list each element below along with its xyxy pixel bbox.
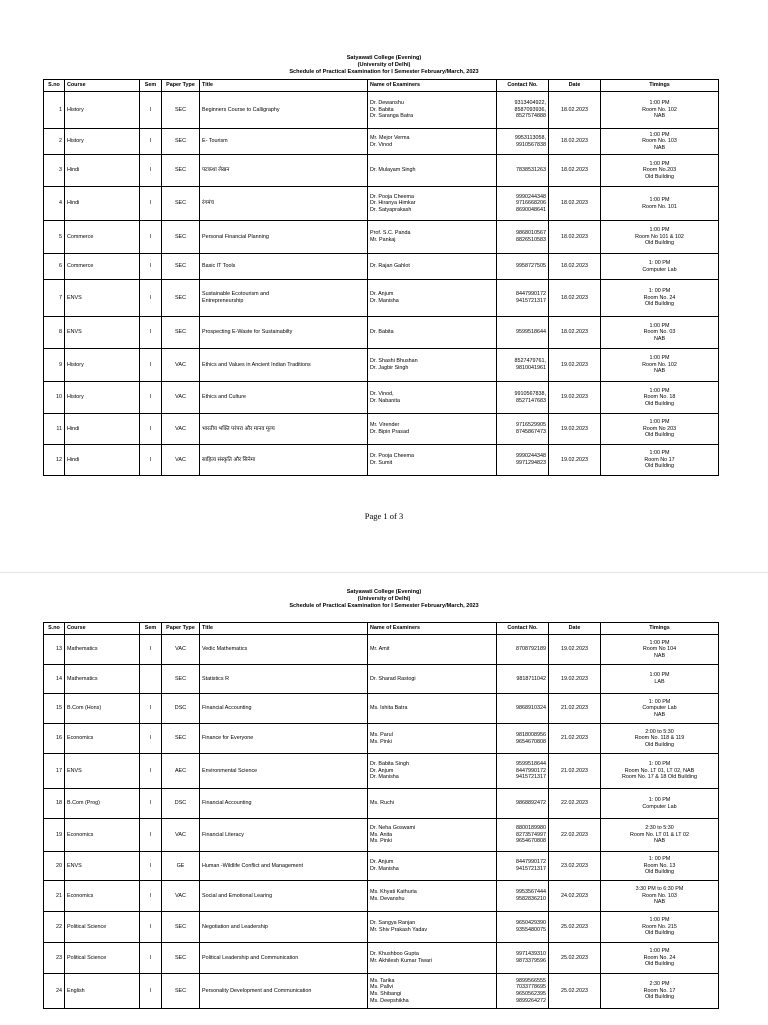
cell-sem: I [140,129,162,155]
cell-timings: 1:00 PM Room No. 103 NAB [601,129,719,155]
cell-examiners: Ms. Parul Ms. Pinki [368,724,497,754]
column-header-sno: S.no [44,80,65,92]
cell-sem: I [140,912,162,943]
cell-timings: 2:00 to 5:30 Room No. 118 & 119 Old Building [601,724,719,754]
cell-title: Environmental Science [200,754,368,789]
cell-sem: I [140,754,162,789]
cell-sem: I [140,254,162,280]
cell-date: 18.02.2023 [549,155,601,187]
table-row [44,881,719,912]
table-row [44,635,719,665]
cell-timings: 2:30 PM Room No. 17 Old Building [601,974,719,1009]
table-row [44,414,719,445]
cell-contact: 9953567444 9582836210 [497,881,549,912]
cell-course: History [65,382,140,414]
cell-date: 19.02.2023 [549,665,601,694]
column-header-paper: Paper Type [162,80,200,92]
column-header-examiners: Name of Examiners [368,623,497,635]
cell-contact: 8708792189 [497,635,549,665]
cell-examiners: Dr. Shashi Bhushan Dr. Jagbir Singh [368,349,497,382]
cell-title: पटकथा लेखन [200,155,368,187]
cell-date: 18.02.2023 [549,187,601,221]
cell-course: B.Com (Hons) [65,694,140,724]
cell-sno: 5 [44,221,65,254]
table-row [44,129,719,155]
cell-contact: 7838531263 [497,155,549,187]
cell-course: Hindi [65,414,140,445]
cell-timings: 1:00 PM Room No. 24 Old Building [601,943,719,974]
cell-date: 25.02.2023 [549,974,601,1009]
schedule-table [43,79,719,476]
cell-examiners: Dr. Sangya Ranjan Mr. Shiv Prakash Yadav [368,912,497,943]
cell-sem: I [140,974,162,1009]
column-header-sem: Sem [140,80,162,92]
cell-sem: I [140,635,162,665]
cell-paper-type: DSC [162,789,200,819]
cell-paper-type: SEC [162,724,200,754]
cell-paper-type: SEC [162,254,200,280]
cell-timings: 1:00 PM Room No 104 NAB [601,635,719,665]
cell-sno: 9 [44,349,65,382]
cell-sem: I [140,445,162,476]
cell-sem: I [140,852,162,881]
cell-contact: 8527479761, 9810041961 [497,349,549,382]
cell-sno: 12 [44,445,65,476]
table-row [44,754,719,789]
cell-contact: 9868910324 [497,694,549,724]
cell-course: ENVS [65,317,140,349]
cell-course: B.Com (Prog) [65,789,140,819]
cell-sem: I [140,943,162,974]
cell-title: Financial Literacy [200,819,368,852]
table-row [44,221,719,254]
cell-contact: 9716529905 8745867473 [497,414,549,445]
cell-sno: 10 [44,382,65,414]
cell-title: Personality Development and Communication [200,974,368,1009]
cell-paper-type: VAC [162,635,200,665]
cell-paper-type: VAC [162,445,200,476]
schedule-page-2 [0,572,768,1025]
cell-contact: 9971439310 9873379596 [497,943,549,974]
cell-date: 19.02.2023 [549,414,601,445]
cell-title: साहित्य संस्कृति और सिनेमा [200,445,368,476]
cell-title: Sustainable Ecotourism and Entrepreneurship [200,280,368,317]
column-header-sem: Sem [140,623,162,635]
cell-sem: I [140,317,162,349]
cell-title: E- Tourism [200,129,368,155]
cell-timings: 3:30 PM to 6:30 PM Room No. 103 NAB [601,881,719,912]
cell-course: ENVS [65,754,140,789]
cell-date: 22.02.2023 [549,789,601,819]
table-row [44,974,719,1009]
cell-contact: 9990244348 9971294823 [497,445,549,476]
cell-sno: 4 [44,187,65,221]
cell-course: Commerce [65,254,140,280]
cell-sno: 19 [44,819,65,852]
cell-date: 18.02.2023 [549,221,601,254]
cell-contact: 9868010567 8826510583 [497,221,549,254]
cell-date: 19.02.2023 [549,635,601,665]
cell-examiners: Mr. Mejor Verma Dr. Vinod [368,129,497,155]
cell-timings: 1: 00 PM Computer Lab [601,789,719,819]
table-row [44,254,719,280]
cell-examiners: Ms. Khyati Kathuria Ms. Devanshu [368,881,497,912]
cell-contact: 9650429390 9355480075 [497,912,549,943]
cell-sno: 14 [44,665,65,694]
cell-paper-type: VAC [162,349,200,382]
cell-sno: 17 [44,754,65,789]
cell-sno: 16 [44,724,65,754]
table-row [44,665,719,694]
cell-date: 21.02.2023 [549,754,601,789]
cell-timings: 1: 00 PM Room No. 13 Old Building [601,852,719,881]
cell-title: Personal Financial Planning [200,221,368,254]
cell-sem [140,665,162,694]
table-row [44,317,719,349]
cell-date: 19.02.2023 [549,382,601,414]
cell-examiners: Dr. Babita [368,317,497,349]
cell-paper-type: SEC [162,92,200,129]
cell-timings: 1:00 PM Room No 101 & 102 Old Building [601,221,719,254]
cell-title: Financial Accounting [200,694,368,724]
cell-date: 18.02.2023 [549,92,601,129]
cell-course: Economics [65,881,140,912]
cell-sem: I [140,92,162,129]
cell-course: History [65,129,140,155]
column-header-course: Course [65,80,140,92]
cell-contact: 8447990172 9415721317 [497,280,549,317]
cell-examiners: Ms. Ruchi [368,789,497,819]
cell-paper-type: SEC [162,129,200,155]
table-row [44,280,719,317]
table-row [44,92,719,129]
column-header-course: Course [65,623,140,635]
cell-examiners: Dr. Pooja Cheema Dr. Sumit [368,445,497,476]
cell-contact: 8447990172 9415721317 [497,852,549,881]
cell-sno: 13 [44,635,65,665]
cell-sno: 15 [44,694,65,724]
cell-examiners: Dr. Sharad Rastogi [368,665,497,694]
cell-timings: 1:00 PM Room No.203 Old Building [601,155,719,187]
cell-title: Basic IT Tools [200,254,368,280]
cell-timings: 1:00 PM Room No 203 Old Building [601,414,719,445]
cell-title: Prospecting E-Waste for Sustainabilty [200,317,368,349]
cell-sno: 7 [44,280,65,317]
cell-date: 21.02.2023 [549,724,601,754]
cell-sno: 21 [44,881,65,912]
cell-sno: 18 [44,789,65,819]
schedule-table [43,622,719,1009]
cell-examiners: Mr. Amit [368,635,497,665]
cell-contact: 8800189980 8273574997 9654670808 [497,819,549,852]
cell-sno: 22 [44,912,65,943]
cell-course: Mathematics [65,635,140,665]
cell-date: 22.02.2023 [549,819,601,852]
cell-examiners: Dr. Neha Goswami Ms. Anita Ms. Pinki [368,819,497,852]
cell-title: Ethics and Culture [200,382,368,414]
cell-sno: 3 [44,155,65,187]
cell-course: Hindi [65,187,140,221]
cell-title: Beginners Course to Calligraphy [200,92,368,129]
cell-paper-type: SEC [162,943,200,974]
cell-paper-type: SEC [162,155,200,187]
cell-title: Statistics R [200,665,368,694]
cell-contact: 9599518644 [497,317,549,349]
cell-examiners: Dr. Vinod, Dr. Nabanita [368,382,497,414]
cell-sem: I [140,414,162,445]
cell-course: Economics [65,819,140,852]
cell-title: Political Leadership and Communication [200,943,368,974]
table-row [44,445,719,476]
page-footer: Page 1 of 3 [364,511,404,521]
cell-timings: 1:00 PM Room No. 101 [601,187,719,221]
cell-date: 19.02.2023 [549,349,601,382]
table-header-row [44,623,719,635]
cell-examiners: Dr. Rajan Gahlot [368,254,497,280]
schedule-title: Schedule of Practical Examination for I Semester February/March, 2023 [289,603,479,609]
table-row [44,382,719,414]
cell-course: Political Science [65,943,140,974]
column-header-examiners: Name of Examiners [368,80,497,92]
cell-course: History [65,349,140,382]
table-row [44,349,719,382]
cell-title: Financial Accounting [200,789,368,819]
cell-examiners: Dr. Babita Singh Dr. Anjum Dr. Manisha [368,754,497,789]
cell-examiners: Ms. Tarika Ms. Pallvi Ms. Shibangi Ms. Deepshikha [368,974,497,1009]
cell-sno: 23 [44,943,65,974]
cell-course: Mathematics [65,665,140,694]
column-header-sno: S.no [44,623,65,635]
cell-timings: 1:00 PM Room No 17 Old Building [601,445,719,476]
cell-sem: I [140,280,162,317]
cell-contact: 9990244348 9716668206 8690048641 [497,187,549,221]
cell-title: Finance for Everyone [200,724,368,754]
column-header-date: Date [549,80,601,92]
cell-date: 25.02.2023 [549,943,601,974]
cell-timings: 2:30 to 5:30 Room No. LT 01 & LT 02 NAB [601,819,719,852]
table-row [44,724,719,754]
cell-course: ENVS [65,280,140,317]
cell-paper-type: SEC [162,187,200,221]
college-name: Satyawati College (Evening) [346,55,422,61]
table-row [44,912,719,943]
cell-contact: 9910567838, 8527147683 [497,382,549,414]
column-header-paper: Paper Type [162,623,200,635]
table-header-row [44,80,719,92]
cell-timings: 1:00 PM LAB [601,665,719,694]
cell-paper-type: VAC [162,819,200,852]
cell-course: History [65,92,140,129]
cell-timings: 1:00 PM Room No. 18 Old Building [601,382,719,414]
cell-contact: 9818711042 [497,665,549,694]
column-header-timings: Timings [601,80,719,92]
cell-sem: I [140,819,162,852]
cell-examiners: Dr. Anjum Dr. Manisha [368,852,497,881]
cell-title: भारतीय भक्ति परंपरा और मानव मूल्य [200,414,368,445]
cell-date: 25.02.2023 [549,912,601,943]
column-header-timings: Timings [601,623,719,635]
cell-title: Vedic Mathematics [200,635,368,665]
table-row [44,155,719,187]
cell-paper-type: SEC [162,280,200,317]
table-row [44,819,719,852]
column-header-title: Title [200,80,368,92]
cell-sem: I [140,694,162,724]
cell-sno: 1 [44,92,65,129]
cell-contact: 9958727505 [497,254,549,280]
cell-course: Political Science [65,912,140,943]
cell-date: 23.02.2023 [549,852,601,881]
cell-examiners: Dr. Anjum Dr. Manisha [368,280,497,317]
schedule-title: Schedule of Practical Examination for I Semester February/March, 2023 [289,69,479,75]
cell-date: 18.02.2023 [549,317,601,349]
cell-sem: I [140,155,162,187]
cell-contact: 9313404922, 8587093936, 8527574888 [497,92,549,129]
column-header-date: Date [549,623,601,635]
cell-sno: 8 [44,317,65,349]
cell-sno: 11 [44,414,65,445]
cell-date: 24.02.2023 [549,881,601,912]
cell-sem: I [140,789,162,819]
cell-examiners: Dr. Mulayam Singh [368,155,497,187]
cell-timings: 1:00 PM Room No. 102 NAB [601,349,719,382]
cell-course: Economics [65,724,140,754]
cell-paper-type: SEC [162,317,200,349]
cell-paper-type: GE [162,852,200,881]
cell-paper-type: SEC [162,974,200,1009]
cell-paper-type: DSC [162,694,200,724]
table-row [44,789,719,819]
cell-timings: 1:00 PM Room No. 03 NAB [601,317,719,349]
cell-examiners: Prof. S.C. Panda Mr. Pankaj [368,221,497,254]
cell-contact: 9599518644 8447990172 9415721317 [497,754,549,789]
cell-sno: 6 [44,254,65,280]
cell-sem: I [140,221,162,254]
cell-course: Hindi [65,155,140,187]
cell-timings: 1:00 PM Room No. 102 NAB [601,92,719,129]
cell-sem: I [140,724,162,754]
cell-contact: 9953113058, 9910567838 [497,129,549,155]
cell-course: Hindi [65,445,140,476]
university-name: (University of Delhi) [357,596,411,602]
cell-title: रंगमंच [200,187,368,221]
cell-title: Negotiation and Leadership [200,912,368,943]
column-header-contact: Contact No. [497,623,549,635]
cell-date: 18.02.2023 [549,254,601,280]
cell-examiners: Dr. Khushboo Gupta Mr. Akhilesh Kumar Tiwari [368,943,497,974]
cell-paper-type: SEC [162,665,200,694]
document-header [0,55,768,76]
cell-timings: 1:00 PM Room No. 215 Old Building [601,912,719,943]
cell-paper-type: VAC [162,881,200,912]
cell-paper-type: SEC [162,912,200,943]
cell-title: Ethics and Values in Ancient Indian Traditions [200,349,368,382]
column-header-contact: Contact No. [497,80,549,92]
cell-title: Social and Emotional Learing [200,881,368,912]
cell-sno: 2 [44,129,65,155]
table-row [44,694,719,724]
cell-title: Human -Wildlife Conflict and Management [200,852,368,881]
cell-paper-type: VAC [162,414,200,445]
table-row [44,852,719,881]
cell-contact: 9899566555 7033778695 9650562395 9899264272 [497,974,549,1009]
cell-paper-type: AEC [162,754,200,789]
university-name: (University of Delhi) [357,62,411,68]
column-header-title: Title [200,623,368,635]
cell-sem: I [140,349,162,382]
cell-contact: 9868892472 [497,789,549,819]
table-row [44,943,719,974]
cell-timings: 1: 00 PM Computer Lab [601,254,719,280]
cell-date: 18.02.2023 [549,129,601,155]
cell-timings: 1: 00 PM Room No. LT 01, LT 02, NAB Room No. 17 & 18 Old Building [601,754,719,789]
cell-course: English [65,974,140,1009]
cell-sno: 24 [44,974,65,1009]
cell-sem: I [140,881,162,912]
cell-course: Commerce [65,221,140,254]
cell-contact: 9818008956 9654670808 [497,724,549,754]
cell-sem: I [140,187,162,221]
cell-date: 19.02.2023 [549,445,601,476]
cell-date: 21.02.2023 [549,694,601,724]
document-header [0,589,768,610]
cell-examiners: Dr. Pooja Cheema Dr. Hiranya Himkar Dr. Satyaprakash [368,187,497,221]
cell-paper-type: VAC [162,382,200,414]
cell-paper-type: SEC [162,221,200,254]
cell-examiners: Mr. Virender Dr. Bipin Prasad [368,414,497,445]
cell-date: 18.02.2023 [549,280,601,317]
cell-timings: 1: 00 PM Computer Lab NAB [601,694,719,724]
cell-examiners: Dr. Dewanshu Dr. Babita Dr. Saranga Batra [368,92,497,129]
table-row [44,187,719,221]
cell-timings: 1: 00 PM Room No. 24 Old Building [601,280,719,317]
cell-sno: 20 [44,852,65,881]
college-name: Satyawati College (Evening) [346,589,422,595]
cell-course: ENVS [65,852,140,881]
cell-examiners: Ms. Ishita Batra [368,694,497,724]
cell-sem: I [140,382,162,414]
